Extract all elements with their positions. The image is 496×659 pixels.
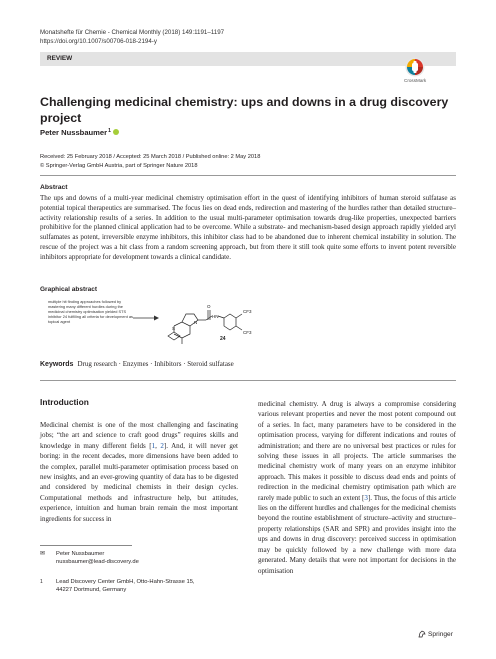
- atom-s-label: S: [172, 326, 176, 331]
- author-name[interactable]: Peter Nussbaumer: [40, 128, 108, 137]
- graphical-abstract-heading: Graphical abstract: [40, 286, 98, 293]
- graphical-abstract-text: multiple hit finding approaches followed by mastering many different hurdles during the medicinal chemistry optimisation yielded STS inhibitor 24 fulfilling all criteria for development as topical agent: [48, 299, 133, 324]
- doi-link[interactable]: https://doi.org/10.1007/s00706-018-2194-y: [40, 38, 157, 45]
- intro-text: Medicinal chemist is one of the most challenging and fascinating jobs; “the art and science to craft good drugs” requires skills and knowledge in many different fields [: [40, 421, 238, 450]
- citation-link[interactable]: 2: [160, 441, 164, 450]
- article-title: Challenging medicinal chemistry: ups and downs in a drug discovery project: [40, 95, 449, 125]
- crossmark-label: CrossMark: [404, 78, 427, 83]
- keywords-list: Drug research · Enzymes · Inhibitors · Steroid sulfatase: [77, 360, 234, 368]
- intro-column-left: [40, 420, 238, 524]
- affiliation-number: 1: [40, 579, 43, 585]
- author-line: [40, 128, 119, 137]
- intro-text: medicinal chemistry. A drug is always a compromise considering various relevant properties and never the most potent compound out of a series. In fact, many parameters have to be considered in the optimisation process, varying for different indications and routes of administration; and there are no universal best practices or rules for solving these issues in all projects. The article summarises the medicinal chemistry work of many years on an enzyme inhibitor approach. This makes it possible to discuss dead ends and points of redirection in the medicinal chemistry optimisation path which are rarely made public to such an extent [: [258, 400, 456, 502]
- history-dates: Received: 25 February 2018 / Accepted: 25 March 2018 / Published online: 2 May 2018: [40, 154, 261, 160]
- publisher-name: Springer: [428, 630, 453, 638]
- journal-citation: Monatshefte für Chemie - Chemical Monthly (2018) 149:1191–1197: [40, 29, 225, 36]
- divider: [40, 175, 456, 176]
- envelope-icon: ✉: [40, 551, 46, 557]
- contact-name: Peter Nussbaumer: [56, 551, 105, 557]
- author-affiliation-marker: 1: [108, 128, 111, 134]
- footnote-divider: [40, 545, 132, 546]
- affiliation: [40, 578, 195, 594]
- molecule-structure: [162, 296, 258, 346]
- abstract-text: The ups and downs of a multi-year medicinal chemistry optimisation effort in the quest of identifying inhibitors of human steroid sulfatase as potential topical therapeutics are summarised. The focus lies on dead ends, redirection and mastering of the hurdles rather than detailed structure–activity relationship results of a series. In addition to the usual multi-parameter optimisation towards drug-like properties, unexpected barriers prohibitive for the planned clinical application had to be overcome. While a substrate- and mechanism-based design approach rapidly yielded aryl sulfamates as potent, irreversible enzyme inhibitors, this inhibitor class had to be abandoned due to inherent chemical instability in solution. The rescue of the project was a hit class from a random screening approach, but from there it still took quite some efforts to invent potent reversible inhibitors appropriate for development towards a clinical candidate.: [40, 194, 456, 261]
- crossmark-icon: [405, 57, 425, 77]
- publisher-logo: [418, 630, 453, 638]
- intro-text: ]. Thus, the focus of this article lies on the different hurdles and challenges for the medicinal chemists beyond the routine establishment of structure–activity and structure–property relationships (SAR and SPR) and provides insight into the ups and downs in drug discovery: perceived success in optimisation may be quickly followed by a new challenge with more data generated. Many details that were not important for decisions in the optimisation: [258, 493, 456, 575]
- compound-number: 24: [220, 336, 226, 342]
- graphical-abstract: [40, 296, 260, 346]
- contact-email[interactable]: nussbaumer@lead-discovery.de: [56, 559, 139, 565]
- arrow-right-icon: [132, 314, 160, 322]
- citation-separator: ,: [155, 441, 161, 450]
- journal-header: [40, 28, 224, 46]
- citation-link[interactable]: 3: [364, 493, 368, 502]
- divider: [40, 380, 456, 381]
- section-label: REVIEW: [40, 52, 456, 66]
- atom-hn-label: HN: [212, 314, 219, 319]
- intro-text: ]. And, it will never get boring: in the recent decades, more dimensions have been added to the complex, parallel multi-parameter optimisation process based on new insights, and an ever-growing quantity of data has to be digested and considered by medicinal chemists in their design cycles. Computational methods and infrastructure help, but attitudes, experience, intuition and human brain remain the most important ingredients for success in: [40, 441, 239, 523]
- affiliation-line: 44227 Dortmund, Germany: [56, 587, 127, 593]
- abstract-heading: Abstract: [40, 184, 68, 191]
- keywords-label: Keywords: [40, 361, 74, 368]
- publication-dates: [40, 153, 260, 170]
- crossmark-badge[interactable]: [404, 57, 426, 83]
- springer-horse-icon: [418, 630, 426, 638]
- affiliation-line: Lead Discovery Center GmbH, Otto-Hahn-Strasse 15,: [56, 579, 195, 585]
- cf3-bottom-label: CF3: [243, 330, 252, 335]
- atom-n-label: N: [194, 320, 198, 325]
- keywords: [40, 360, 234, 368]
- atom-o-label: O: [207, 304, 211, 309]
- orcid-icon[interactable]: [113, 129, 119, 135]
- cf3-top-label: CF3: [243, 309, 252, 314]
- intro-column-right: [258, 399, 456, 576]
- introduction-heading: Introduction: [40, 397, 89, 407]
- citation-link[interactable]: 1: [151, 441, 156, 450]
- corresponding-author: [40, 550, 139, 566]
- copyright-line: © Springer-Verlag GmbH Austria, part of Springer Nature 2018: [40, 162, 198, 169]
